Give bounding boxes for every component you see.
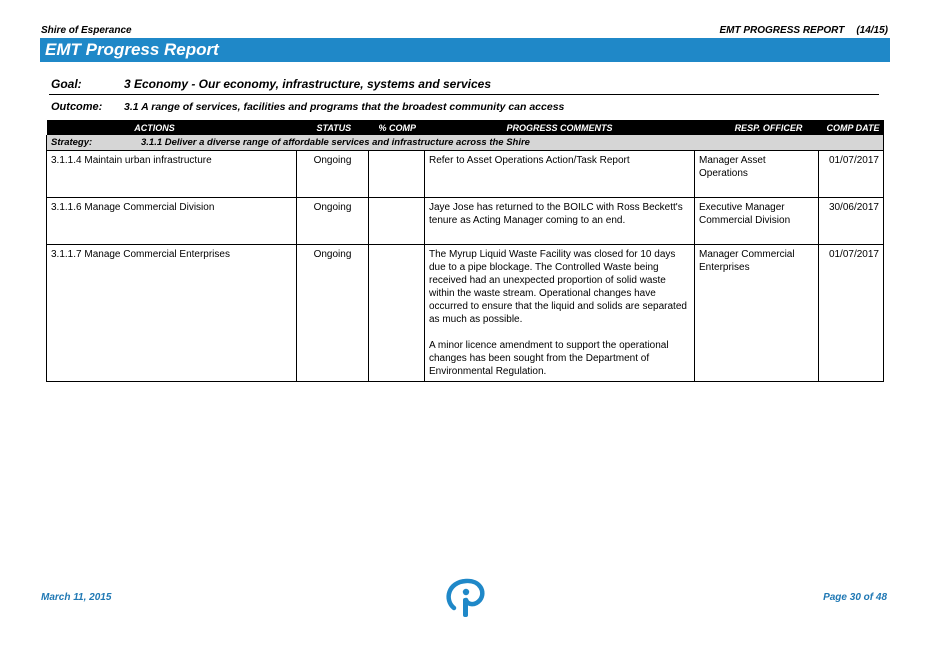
col-status: STATUS xyxy=(297,120,369,135)
row-resp-officer: Manager Commercial Enterprises xyxy=(695,245,819,382)
table-row xyxy=(47,245,884,382)
strategy-label: Strategy: xyxy=(51,137,93,148)
shire-logo-icon xyxy=(442,578,488,620)
page-title: EMT Progress Report xyxy=(45,40,219,59)
row-progress xyxy=(425,151,695,198)
footer-date: March 11, 2015 xyxy=(41,592,112,603)
table-header-row xyxy=(47,120,884,135)
progress-table xyxy=(46,120,884,382)
report-header-title: EMT PROGRESS REPORT xyxy=(719,25,845,36)
row-action: 3.1.1.4 Maintain urban infrastructure xyxy=(47,151,297,198)
goal-row xyxy=(49,77,879,95)
outcome-label: Outcome: xyxy=(51,101,103,113)
row-status: Ongoing xyxy=(297,245,369,382)
row-comp xyxy=(369,151,425,198)
row-comp xyxy=(369,245,425,382)
goal-text: 3 Economy - Our economy, infrastructure, systems and services xyxy=(124,77,492,91)
org-name: Shire of Esperance xyxy=(41,25,132,36)
col-actions: ACTIONS xyxy=(47,120,297,135)
col-comp: % COMP xyxy=(369,120,425,135)
row-comp-date: 01/07/2017 xyxy=(819,245,884,382)
outcome-text: 3.1 A range of services, facilities and programs that the broadest community can access xyxy=(124,101,565,113)
row-resp-officer: Executive Manager Commercial Division xyxy=(695,198,819,245)
row-status: Ongoing xyxy=(297,198,369,245)
goal-label: Goal: xyxy=(51,77,82,91)
progress-paragraph: The Myrup Liquid Waste Facility was closed for 10 days due to a pipe blockage. The Controlled Waste being received had an unexpected proportion of solid waste within the waste stream. Operational changes have occurred to ensure that the liquid and solids are separated as much as possible. xyxy=(429,249,687,325)
strategy-row xyxy=(47,135,884,151)
report-header xyxy=(719,25,888,36)
strategy-text: 3.1.1 Deliver a diverse range of affordable services and infrastructure across the Shire xyxy=(141,137,530,148)
row-status: Ongoing xyxy=(297,151,369,198)
progress-paragraph: A minor licence amendment to support the operational changes has been sought from the Department of Environmental Regulation. xyxy=(429,340,669,377)
progress-paragraph: Jaye Jose has returned to the BOILC with Ross Beckett's tenure as Acting Manager coming to an end. xyxy=(429,202,683,226)
row-comp xyxy=(369,198,425,245)
row-comp-date: 30/06/2017 xyxy=(819,198,884,245)
col-progress: PROGRESS COMMENTS xyxy=(425,120,695,135)
col-comp-date: COMP DATE xyxy=(819,120,884,135)
row-progress xyxy=(425,245,695,382)
report-page-ref: (14/15) xyxy=(856,25,888,36)
row-resp-officer: Manager Asset Operations xyxy=(695,151,819,198)
title-bar xyxy=(40,38,890,62)
progress-paragraph: Refer to Asset Operations Action/Task Report xyxy=(429,155,630,166)
row-action: 3.1.1.7 Manage Commercial Enterprises xyxy=(47,245,297,382)
table-row xyxy=(47,151,884,198)
row-action: 3.1.1.6 Manage Commercial Division xyxy=(47,198,297,245)
footer-page: Page 30 of 48 xyxy=(823,592,887,603)
col-resp-officer: RESP. OFFICER xyxy=(695,120,819,135)
row-comp-date: 01/07/2017 xyxy=(819,151,884,198)
row-progress xyxy=(425,198,695,245)
table-row xyxy=(47,198,884,245)
